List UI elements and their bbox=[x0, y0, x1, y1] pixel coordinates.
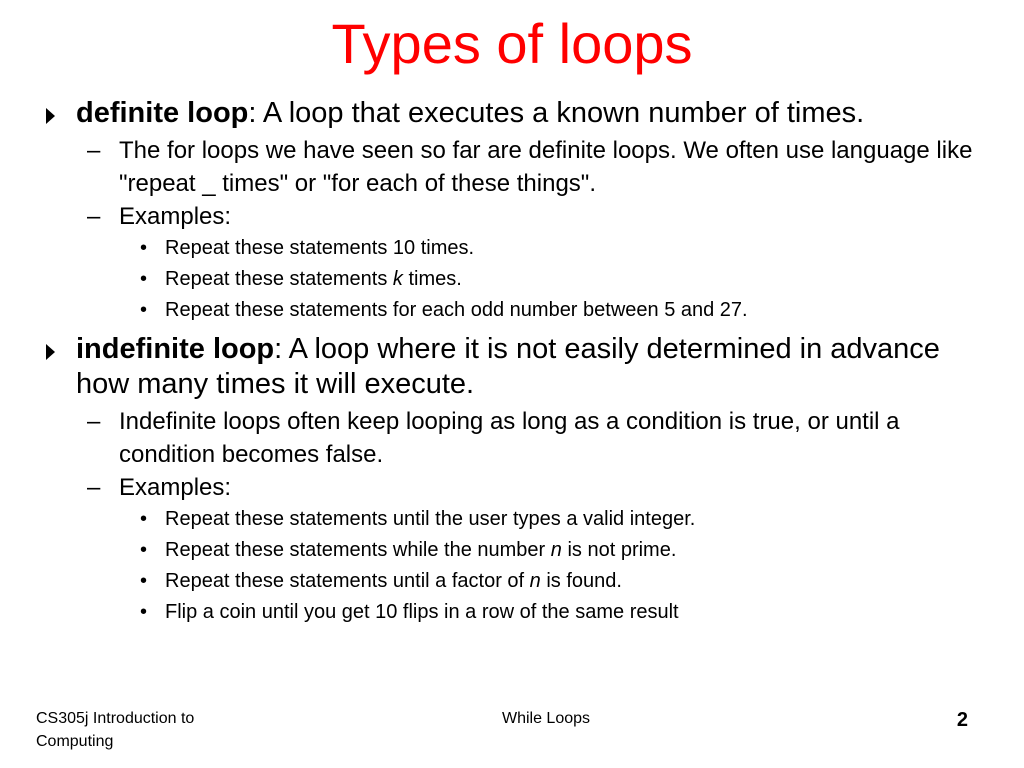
indefinite-loop-description: : A loop where it is not easily determined in advance how many times it will execute. bbox=[76, 333, 940, 400]
dot-bullet: • bbox=[140, 299, 148, 321]
arrowhead-right-icon bbox=[46, 344, 55, 360]
definite-explanation-text: The for loops we have seen so far are definite loops. We often use language like "repeat _ times" or "for each of these things". bbox=[119, 137, 973, 197]
indefinite-example-1 bbox=[42, 504, 982, 535]
definite-example-3-text: Repeat these statements for each odd number between 5 and 27. bbox=[165, 299, 748, 321]
bullet-definite-loop bbox=[42, 96, 982, 131]
dot-bullet: • bbox=[140, 570, 148, 592]
sub-bullet-definite-examples bbox=[42, 200, 982, 233]
indefinite-example-4-text: Flip a coin until you get 10 flips in a row of the same result bbox=[165, 601, 679, 623]
dot-bullet: • bbox=[140, 601, 148, 623]
indefinite-example-3 bbox=[42, 566, 982, 597]
variable-k: k bbox=[392, 268, 403, 290]
indefinite-example-4 bbox=[42, 597, 982, 628]
indefinite-explanation-text: Indefinite loops often keep looping as long as a condition is true, or until a condition becomes false. bbox=[119, 408, 900, 468]
arrowhead-right-icon bbox=[46, 108, 55, 124]
indefinite-example-3-after: is found. bbox=[540, 570, 622, 592]
dash-bullet: – bbox=[87, 408, 101, 435]
dash-bullet: – bbox=[87, 203, 101, 230]
definite-example-2 bbox=[42, 264, 982, 295]
footer-topic: While Loops bbox=[501, 710, 591, 727]
definite-example-1 bbox=[42, 233, 982, 264]
definite-example-2-after: times. bbox=[402, 268, 462, 290]
definite-example-2-before: Repeat these statements bbox=[165, 268, 393, 290]
term-indefinite-loop: indefinite loop bbox=[76, 333, 275, 365]
variable-n: n bbox=[529, 570, 541, 592]
sub-bullet-indefinite-examples bbox=[42, 471, 982, 504]
sub-bullet-indefinite-explanation bbox=[42, 405, 982, 471]
dash-bullet: – bbox=[87, 137, 101, 164]
dot-bullet: • bbox=[140, 237, 148, 259]
term-definite-loop: definite loop bbox=[76, 97, 249, 129]
dot-bullet: • bbox=[140, 508, 148, 530]
indefinite-example-1-text: Repeat these statements until the user types a valid integer. bbox=[165, 508, 696, 530]
dash-bullet: – bbox=[87, 474, 101, 501]
indefinite-example-2-after: is not prime. bbox=[561, 539, 677, 561]
definite-example-3 bbox=[42, 295, 982, 326]
dot-bullet: • bbox=[140, 539, 148, 561]
definite-example-1-text: Repeat these statements 10 times. bbox=[165, 237, 475, 259]
footer-course-name: CS305j Introduction to Computing bbox=[36, 710, 195, 750]
sub-bullet-definite-explanation bbox=[42, 134, 982, 200]
slide-body bbox=[42, 96, 982, 628]
bullet-indefinite-loop bbox=[42, 332, 982, 402]
indefinite-example-2-before: Repeat these statements while the number bbox=[165, 539, 551, 561]
definite-examples-label: Examples: bbox=[119, 203, 232, 230]
slide-number: 2 bbox=[956, 709, 968, 731]
dot-bullet: • bbox=[140, 268, 148, 290]
indefinite-example-3-before: Repeat these statements until a factor of bbox=[165, 570, 530, 592]
definite-loop-description: : A loop that executes a known number of times. bbox=[248, 97, 865, 129]
variable-n: n bbox=[550, 539, 562, 561]
slide-title: Types of loops bbox=[331, 12, 693, 75]
indefinite-example-2 bbox=[42, 535, 982, 566]
indefinite-examples-label: Examples: bbox=[119, 474, 232, 501]
